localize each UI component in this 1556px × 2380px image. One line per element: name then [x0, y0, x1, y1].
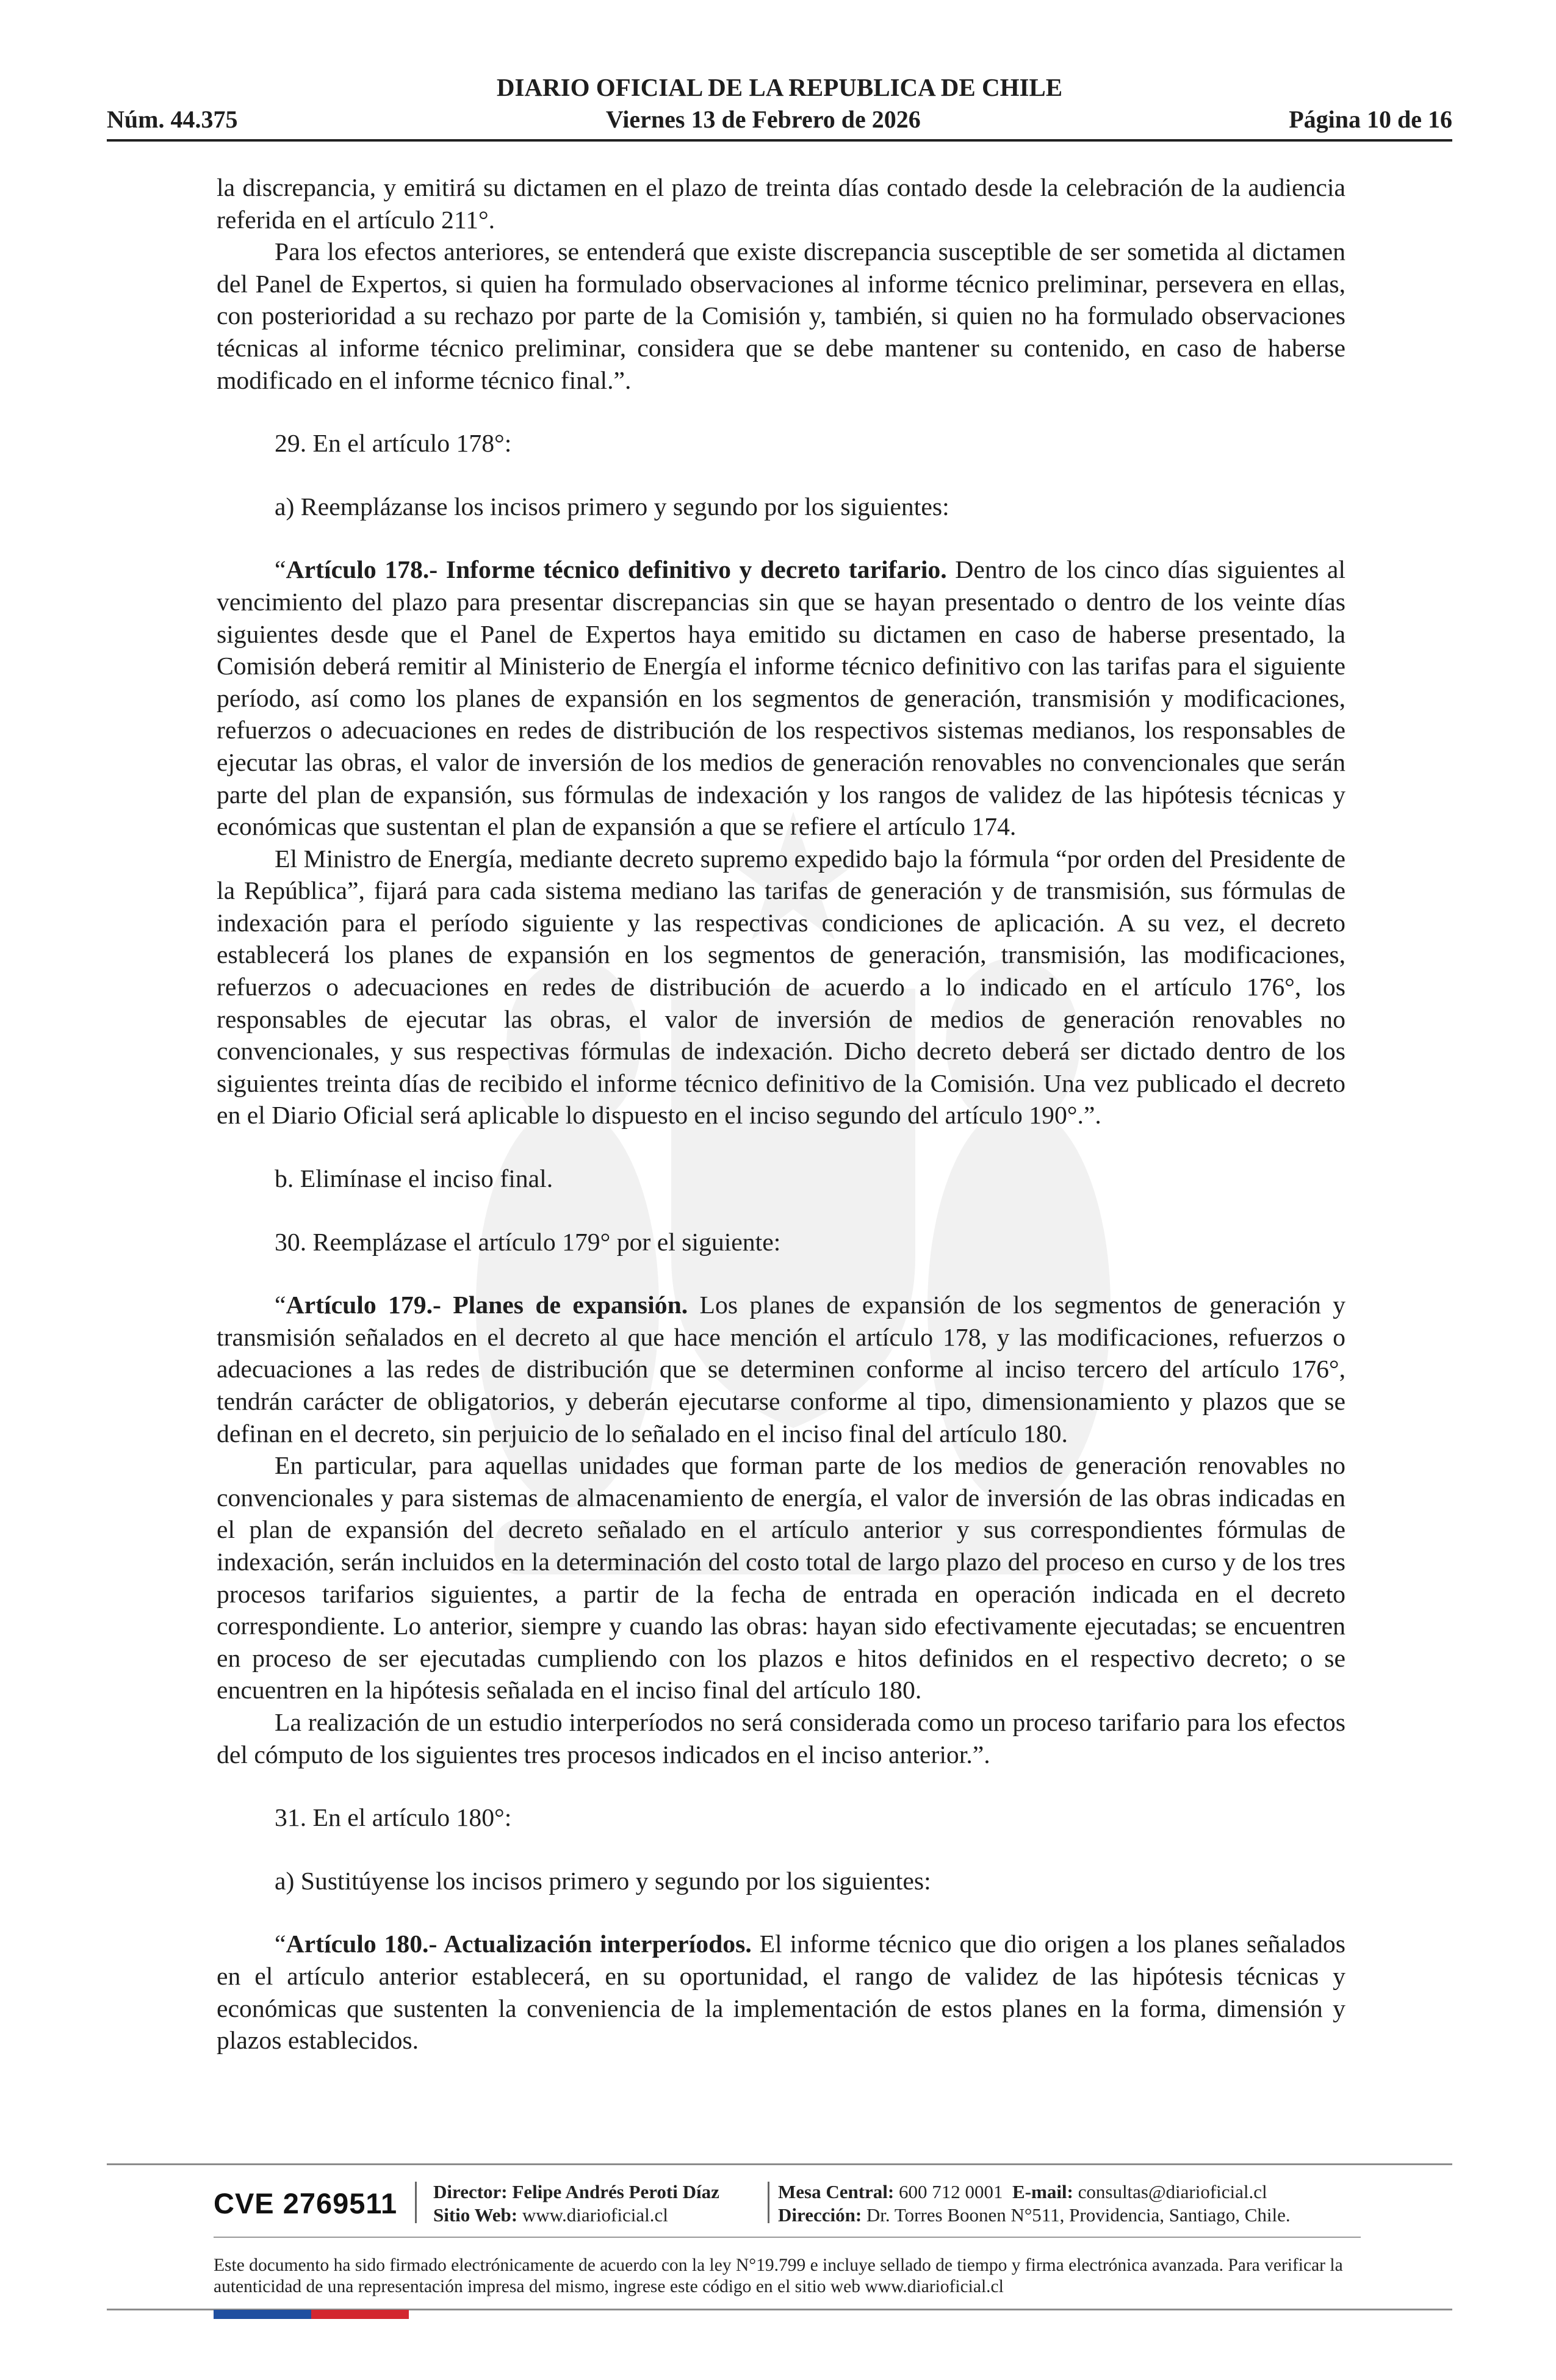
page-number: Página 10 de 16 [1289, 106, 1452, 133]
address-value: Dr. Torres Boonen N°511, Providencia, Santiago, Chile. [866, 2204, 1291, 2226]
legal-notice: Este documento ha sido firmado electrónicamente de acuerdo con la ley N°19.799 e incluye sellado de tiempo y firma electrónica avanzada. Para verificar la autenticidad de una representación impresa del mismo, ingrese este código en el sitio web www.diarioficial.cl [214, 2256, 1343, 2296]
site-label: Sitio Web: [433, 2204, 518, 2226]
flag-red-segment [311, 2310, 409, 2319]
issue-number: Núm. 44.375 [107, 106, 238, 133]
footer-separator [415, 2182, 417, 2223]
article-180-paragraph [217, 1928, 1345, 2057]
email-label: E-mail: [1012, 2181, 1073, 2202]
site-link[interactable]: www.diarioficial.cl [522, 2204, 668, 2226]
article-180-title: Artículo 180.- Actualización interperíodos. [286, 1930, 752, 1959]
document-body [217, 172, 1345, 2057]
quote-mark: “ [275, 556, 286, 585]
article-178-text: Dentro de los cinco días siguientes al vencimiento del plazo para presentar discrepancias sin que se hayan presentado o dentro de los veinte días siguientes desde que el Panel de Expertos haya emitido su dictamen en caso de haberse presentado, la Comisión deberá remitir al Ministerio de Energía el informe técnico definitivo con las tarifas para el siguiente período, así como los planes de expansión en los segmentos de generación, transmisión y modificaciones, refuerzos o adecuaciones en redes de distribución de los respectivos sistemas medianos, los responsables de ejecutar las obras, el valor de inversión de los medios de generación renovables no convencionales que serán parte del plan de expansión, sus fórmulas de indexación y los rangos de validez de las hipótesis técnicas y económicas que sustentan el plan de expansión a que se refiere el artículo 174. [217, 556, 1345, 842]
article-178-paragraph [217, 554, 1345, 843]
footer-contact-block [778, 2180, 1291, 2227]
paragraph: Para los efectos anteriores, se entenderá que existe discrepancia susceptible de ser sometida al dictamen del Panel de Expertos, si quien ha formulado observaciones al informe técnico preliminar, persevera en ellas, con posterioridad a su rechazo por parte de la Comisión y, también, si quien no ha formulado observaciones técnicas al informe técnico preliminar, considera que se debe mantener su contenido, en caso de haberse modificado en el informe técnico final.”. [217, 238, 1345, 395]
article-179-title: Artículo 179.- Planes de expansión. [286, 1291, 688, 1320]
director-label: Director: [433, 2181, 508, 2202]
list-item: 30. Reemplázase el artículo 179° por el siguiente: [275, 1228, 781, 1257]
phone-label: Mesa Central: [778, 2181, 895, 2202]
cve-code: CVE 2769511 [214, 2187, 398, 2220]
publication-title: DIARIO OFICIAL DE LA REPUBLICA DE CHILE [496, 73, 1063, 101]
article-180-text: El informe técnico que dio origen a los planes señalados en el artículo anterior establecerá, en su oportunidad, el rango de validez de las hipótesis técnicas y económicas que sustenten la conveniencia de la implementación de estos planes en la forma, dimensión y plazos establecidos. [217, 1930, 1345, 2055]
list-item: 31. En el artículo 180°: [275, 1804, 512, 1833]
address-label: Dirección: [778, 2204, 862, 2226]
quote-mark: “ [275, 1930, 286, 1959]
list-item: 29. En el artículo 178°: [275, 430, 512, 458]
article-178-title: Artículo 178.- Informe técnico definitivo y decreto tarifario. [286, 556, 947, 585]
email-link[interactable]: consultas@diarioficial.cl [1078, 2181, 1267, 2202]
header-row [107, 105, 1452, 134]
issue-date: Viernes 13 de Febrero de 2026 [605, 106, 921, 133]
list-item: a) Sustitúyense los incisos primero y segundo por los siguientes: [275, 1867, 931, 1895]
article-179-paragraph [217, 1289, 1345, 1450]
quote-mark: “ [275, 1291, 286, 1320]
list-item: a) Reemplázanse los incisos primero y segundo por los siguientes: [275, 492, 949, 521]
flag-blue-segment [214, 2310, 311, 2319]
paragraph: la discrepancia, y emitirá su dictamen en el plazo de treinta días contado desde la celebración de la audiencia referida en el artículo 211°. [217, 174, 1345, 234]
footer-inner-divider [214, 2237, 1361, 2238]
director-name: Felipe Andrés Peroti Díaz [512, 2181, 719, 2202]
flag-stripe [214, 2310, 409, 2319]
footer-separator [768, 2182, 769, 2223]
paragraph: El Ministro de Energía, mediante decreto supremo expedido bajo la fórmula “por orden del Presidente de la República”, fijará para cada sistema mediano las tarifas de generación y de transmisión, sus fórmulas de indexación para el período siguiente y las respectivas condiciones de aplicación. A su vez, el decreto establecerá los planes de expansión en los segmentos de generación, transmisión, las modificaciones, refuerzos o adecuaciones en redes de distribución de acuerdo a lo indicado en el artículo 176°, los responsables de ejecutar las obras, el valor de inversión de medios de generación renovables no convencionales, y sus respectivas fórmulas de indexación. Dicho decreto deberá ser dictado dentro de los siguientes treinta días de recibido el informe técnico definitivo de la Comisión. Una vez publicado el decreto en el Diario Oficial será aplicable lo dispuesto en el inciso segundo del artículo 190°.”. [217, 845, 1345, 1130]
article-179-text: Los planes de expansión de los segmentos de generación y transmisión señalados en el decreto al que hace mención el artículo 178, y las modificaciones, refuerzos o adecuaciones a las redes de distribución que se determinen conforme al inciso tercero del artículo 176°, tendrán carácter de obligatorios, y deberán ejecutarse conforme al tipo, dimensionamiento y plazos que se definan en el decreto, sin perjuicio de lo señalado en el inciso final del artículo 180. [217, 1291, 1346, 1448]
paragraph: La realización de un estudio interperíodos no será considerada como un proceso tarifario para los efectos del cómputo de los siguientes tres procesos indicados en el inciso anterior.”. [217, 1708, 1345, 1769]
list-item: b. Elimínase el inciso final. [275, 1165, 553, 1194]
phone-value: 600 712 0001 [899, 2181, 1003, 2202]
paragraph: En particular, para aquellas unidades que forman parte de los medios de generación renovables no convencionales y para sistemas de almacenamiento de energía, el valor de inversión de las obras indicadas en el plan de expansión del decreto señalado en el artículo anterior y sus correspondientes fórmulas de indexación, serán incluidos en la determinación del costo total de largo plazo del proceso en curso y de los tres procesos tarifarios siguientes, a partir de la fecha de entrada en operación indicada en el decreto correspondiente. Lo anterior, siempre y cuando las obras: hayan sido efectivamente ejecutadas; se encuentren en proceso de ser ejecutadas cumpliendo con los plazos e hitos definidos en el respectivo decreto; o se encuentren en la hipótesis señalada en el inciso final del artículo 180. [217, 1452, 1345, 1705]
header-divider [107, 139, 1452, 142]
footer-director-block [433, 2180, 719, 2227]
footer-top-divider [107, 2163, 1452, 2165]
